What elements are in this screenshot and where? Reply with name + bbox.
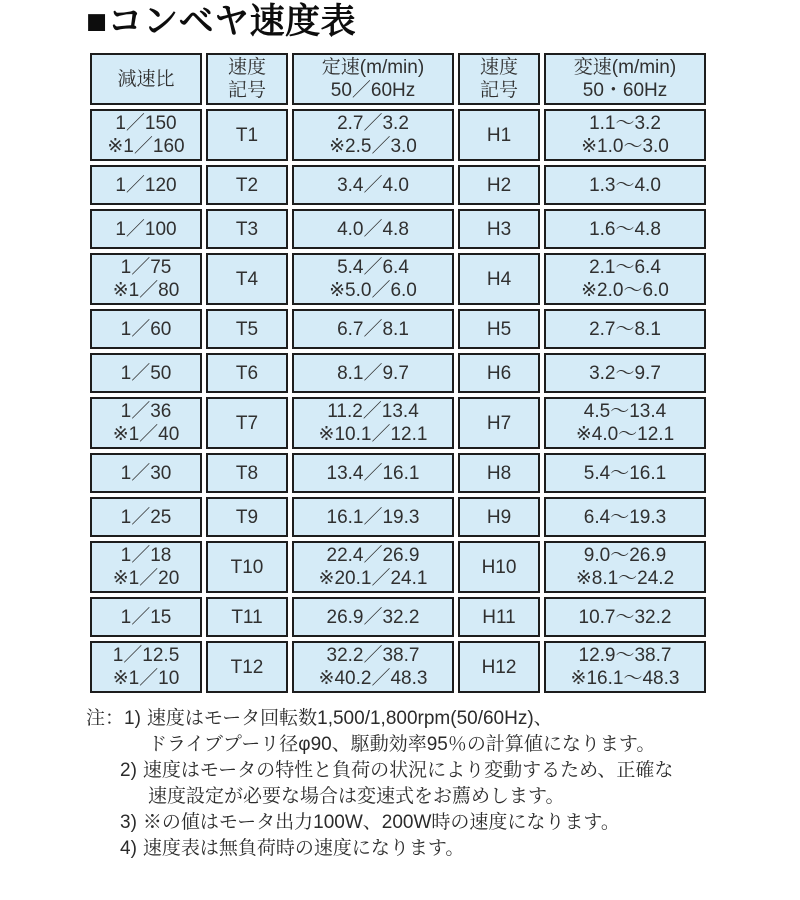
cell-reduction-ratio [90, 309, 202, 349]
speed-symbol-t-value: T12 [230, 656, 264, 678]
footnote-text: 速度設定が必要な場合は変速式をお薦めします。 [148, 786, 565, 807]
footnote-number: 4) [120, 838, 137, 859]
footnote-text: 速度はモータの特性と負荷の状況により変動するため、正確な [142, 760, 674, 781]
cell-speed-symbol-h [458, 541, 540, 593]
constant-speed-value: 2.7／3.2 [337, 113, 409, 134]
footnotes [86, 706, 800, 862]
speed-symbol-t-value: T4 [235, 268, 259, 290]
cell-speed-symbol-t [206, 397, 288, 449]
cell-reduction-ratio [90, 397, 202, 449]
cell-reduction-ratio [90, 253, 202, 305]
cell-reduction-ratio [90, 597, 202, 637]
table-body [90, 109, 706, 693]
cell-constant-speed [292, 253, 454, 305]
header-text: 速度 [479, 57, 518, 78]
reduction-ratio-value: 1／18 [120, 545, 172, 566]
variable-speed-alt-value: ※2.0～6.0 [581, 280, 669, 301]
cell-reduction-ratio [90, 541, 202, 593]
cell-reduction-ratio [90, 641, 202, 693]
table-row [90, 453, 706, 493]
cell-speed-symbol-h [458, 209, 540, 249]
table-row [90, 253, 706, 305]
cell-constant-speed [292, 397, 454, 449]
cell-reduction-ratio [90, 209, 202, 249]
constant-speed-value: 13.4／16.1 [326, 462, 420, 484]
reduction-ratio-value: 1／75 [120, 257, 172, 278]
footnote-text: ※の値はモータ出力100W、200W時の速度になります。 [142, 812, 620, 833]
table-row [90, 641, 706, 693]
speed-symbol-h-value: H9 [486, 506, 512, 528]
footnote-text: 速度はモータ回転数1,500/1,800rpm(50/60Hz)、 [146, 708, 553, 729]
cell-speed-symbol-h [458, 353, 540, 393]
header-text: 減速比 [117, 68, 175, 90]
reduction-ratio-value: 1／120 [115, 174, 177, 196]
constant-speed-alt-value: ※2.5／3.0 [329, 136, 417, 157]
footnote-line [148, 732, 800, 758]
cell-constant-speed [292, 109, 454, 161]
footnote-line [120, 836, 800, 862]
footnote-number: 注：1) [86, 708, 141, 729]
header-reduction-ratio [90, 53, 202, 105]
header-text: 速度 [227, 57, 266, 78]
header-text: 記号 [479, 80, 518, 101]
speed-symbol-t-value: T6 [235, 362, 259, 384]
constant-speed-value: 32.2／38.7 [326, 645, 420, 666]
speed-symbol-h-value: H2 [486, 174, 512, 196]
speed-symbol-h-value: H5 [486, 318, 512, 340]
cell-constant-speed [292, 165, 454, 205]
header-constant-speed [292, 53, 454, 105]
speed-symbol-t-value: T8 [235, 462, 259, 484]
variable-speed-value: 2.7～8.1 [589, 318, 661, 340]
cell-speed-symbol-h [458, 165, 540, 205]
speed-symbol-h-value: H7 [486, 412, 512, 434]
header-text: 変速(m/min) [573, 57, 677, 78]
variable-speed-value: 12.9～38.7 [578, 645, 672, 666]
reduction-ratio-value: 1／15 [120, 606, 172, 628]
reduction-ratio-alt-value: ※1／10 [112, 668, 180, 689]
variable-speed-value: 2.1～6.4 [589, 257, 661, 278]
speed-symbol-t-value: T1 [235, 124, 259, 146]
table-row [90, 541, 706, 593]
cell-reduction-ratio [90, 109, 202, 161]
speed-symbol-t-value: T7 [235, 412, 259, 434]
cell-constant-speed [292, 209, 454, 249]
header-speed-symbol-t [206, 53, 288, 105]
table-row [90, 353, 706, 393]
cell-speed-symbol-t [206, 165, 288, 205]
reduction-ratio-alt-value: ※1／80 [112, 280, 180, 301]
cell-speed-symbol-t [206, 309, 288, 349]
footnote-number: 2) [120, 760, 137, 781]
variable-speed-alt-value: ※8.1～24.2 [575, 568, 675, 589]
cell-speed-symbol-t [206, 109, 288, 161]
footnote-line [86, 706, 800, 732]
constant-speed-alt-value: ※5.0／6.0 [329, 280, 417, 301]
footnote-line [120, 810, 800, 836]
cell-speed-symbol-h [458, 597, 540, 637]
speed-symbol-t-value: T2 [235, 174, 259, 196]
header-speed-symbol-h [458, 53, 540, 105]
cell-reduction-ratio [90, 453, 202, 493]
cell-speed-symbol-t [206, 541, 288, 593]
constant-speed-value: 22.4／26.9 [326, 545, 420, 566]
header-text: 定速(m/min) [321, 57, 425, 78]
speed-symbol-h-value: H8 [486, 462, 512, 484]
speed-symbol-h-value: H12 [481, 656, 517, 678]
cell-variable-speed [544, 497, 706, 537]
speed-symbol-t-value: T11 [231, 606, 263, 628]
variable-speed-value: 5.4～16.1 [583, 462, 667, 484]
reduction-ratio-value: 1／12.5 [112, 645, 180, 666]
table-row [90, 109, 706, 161]
speed-symbol-h-value: H10 [481, 556, 517, 578]
variable-speed-value: 1.6～4.8 [589, 218, 661, 240]
table-row [90, 165, 706, 205]
cell-constant-speed [292, 453, 454, 493]
cell-variable-speed [544, 165, 706, 205]
cell-speed-symbol-h [458, 253, 540, 305]
header-variable-speed [544, 53, 706, 105]
header-text: 記号 [227, 80, 266, 101]
constant-speed-value: 26.9／32.2 [326, 606, 420, 628]
cell-constant-speed [292, 597, 454, 637]
speed-symbol-t-value: T10 [230, 556, 264, 578]
cell-speed-symbol-h [458, 497, 540, 537]
reduction-ratio-value: 1／60 [120, 318, 172, 340]
cell-speed-symbol-t [206, 209, 288, 249]
cell-speed-symbol-t [206, 453, 288, 493]
cell-reduction-ratio [90, 353, 202, 393]
constant-speed-alt-value: ※40.2／48.3 [318, 668, 428, 689]
reduction-ratio-alt-value: ※1／20 [112, 568, 180, 589]
constant-speed-value: 4.0／4.8 [337, 218, 409, 240]
variable-speed-value: 1.1～3.2 [589, 113, 661, 134]
table-header-row [90, 53, 706, 105]
cell-variable-speed [544, 641, 706, 693]
table-row [90, 497, 706, 537]
variable-speed-value: 3.2～9.7 [589, 362, 661, 384]
speed-symbol-h-value: H11 [482, 606, 516, 628]
variable-speed-alt-value: ※4.0～12.1 [575, 424, 675, 445]
page-title: ■コンベヤ速度表 [86, 2, 357, 41]
footnote-line [120, 758, 800, 784]
footnote-text: ドライブプーリ径φ90、駆動効率95％の計算値になります。 [148, 734, 656, 755]
cell-speed-symbol-h [458, 453, 540, 493]
speed-symbol-t-value: T9 [235, 506, 259, 528]
cell-constant-speed [292, 541, 454, 593]
conveyor-speed-table [86, 49, 710, 697]
variable-speed-alt-value: ※1.0～3.0 [581, 136, 669, 157]
constant-speed-alt-value: ※20.1／24.1 [318, 568, 428, 589]
header-text: 50／60Hz [330, 80, 416, 101]
cell-variable-speed [544, 209, 706, 249]
cell-reduction-ratio [90, 165, 202, 205]
cell-constant-speed [292, 497, 454, 537]
table-row [90, 309, 706, 349]
reduction-ratio-value: 1／36 [120, 401, 172, 422]
cell-reduction-ratio [90, 497, 202, 537]
constant-speed-value: 5.4／6.4 [337, 257, 409, 278]
cell-speed-symbol-t [206, 497, 288, 537]
constant-speed-value: 6.7／8.1 [337, 318, 409, 340]
variable-speed-value: 10.7～32.2 [578, 606, 672, 628]
variable-speed-alt-value: ※16.1～48.3 [570, 668, 680, 689]
variable-speed-value: 1.3～4.0 [589, 174, 661, 196]
reduction-ratio-value: 1／50 [120, 362, 172, 384]
cell-constant-speed [292, 309, 454, 349]
cell-constant-speed [292, 641, 454, 693]
cell-variable-speed [544, 541, 706, 593]
cell-variable-speed [544, 353, 706, 393]
table-row [90, 597, 706, 637]
speed-symbol-h-value: H6 [486, 362, 512, 384]
constant-speed-value: 16.1／19.3 [326, 506, 420, 528]
variable-speed-value: 4.5～13.4 [583, 401, 667, 422]
table-row [90, 209, 706, 249]
variable-speed-value: 6.4～19.3 [583, 506, 667, 528]
variable-speed-value: 9.0～26.9 [583, 545, 667, 566]
reduction-ratio-value: 1／150 [115, 113, 177, 134]
constant-speed-value: 8.1／9.7 [337, 362, 409, 384]
footnote-number: 3) [120, 812, 137, 833]
cell-speed-symbol-t [206, 641, 288, 693]
reduction-ratio-value: 1／100 [115, 218, 177, 240]
reduction-ratio-value: 1／25 [120, 506, 172, 528]
constant-speed-value: 11.2／13.4 [327, 401, 419, 422]
cell-speed-symbol-t [206, 253, 288, 305]
table-row [90, 397, 706, 449]
cell-variable-speed [544, 453, 706, 493]
cell-speed-symbol-h [458, 109, 540, 161]
footnote-text: 速度表は無負荷時の速度になります。 [142, 838, 465, 859]
speed-symbol-h-value: H4 [486, 268, 512, 290]
cell-speed-symbol-h [458, 309, 540, 349]
header-text: 50・60Hz [582, 80, 668, 101]
speed-symbol-t-value: T5 [235, 318, 259, 340]
cell-variable-speed [544, 397, 706, 449]
cell-speed-symbol-t [206, 597, 288, 637]
cell-speed-symbol-h [458, 397, 540, 449]
speed-symbol-h-value: H3 [486, 218, 512, 240]
speed-symbol-t-value: T3 [235, 218, 259, 240]
footnote-line [148, 784, 800, 810]
constant-speed-alt-value: ※10.1／12.1 [318, 424, 428, 445]
cell-constant-speed [292, 353, 454, 393]
reduction-ratio-alt-value: ※1／160 [107, 136, 185, 157]
cell-variable-speed [544, 253, 706, 305]
reduction-ratio-alt-value: ※1／40 [112, 424, 180, 445]
cell-variable-speed [544, 597, 706, 637]
speed-symbol-h-value: H1 [486, 124, 512, 146]
cell-speed-symbol-t [206, 353, 288, 393]
cell-speed-symbol-h [458, 641, 540, 693]
constant-speed-value: 3.4／4.0 [337, 174, 409, 196]
cell-variable-speed [544, 309, 706, 349]
reduction-ratio-value: 1／30 [120, 462, 172, 484]
cell-variable-speed [544, 109, 706, 161]
